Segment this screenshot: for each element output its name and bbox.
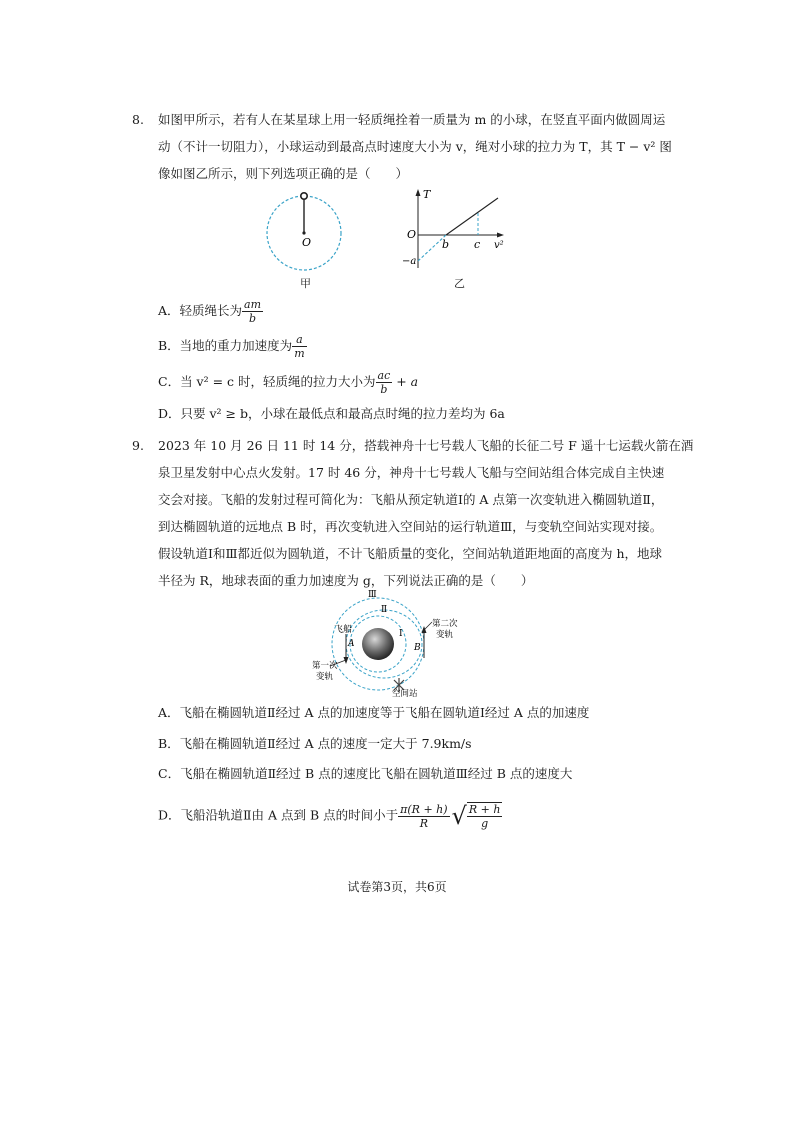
stem-line: 交会对接。飞船的发射过程可简化为：飞船从预定轨道Ⅰ的 A 点第一次变轨进入椭圆轨道Ⅱ， — [158, 492, 664, 507]
numerator: am — [244, 298, 262, 311]
label-O: O — [407, 228, 417, 241]
figure-jia-caption: 甲 — [300, 277, 311, 290]
denominator: b — [249, 312, 257, 325]
label-second-transfer: 第二次 — [432, 619, 458, 629]
label-O: O — [302, 236, 312, 249]
label-A: A — [348, 639, 355, 649]
fraction — [242, 298, 263, 325]
denominator: g — [481, 817, 489, 830]
label-second-transfer: 变轨 — [436, 630, 454, 640]
option-text: C．飞船在椭圆轨道Ⅱ经过 B 点的速度比飞船在圆轨道Ⅲ经过 B 点的速度大 — [158, 766, 573, 781]
stem-line: 2023 年 10 月 26 日 11 时 14 分，搭载神舟十七号载人飞船的长征二号 F 遥十七运载火箭在酒 — [158, 438, 694, 453]
denominator: m — [294, 347, 305, 360]
figure-yi-graph — [400, 186, 510, 272]
stem-line: 假设轨道Ⅰ和Ⅲ都近似为圆轨道，不计飞船质量的变化，空间站轨道距地面的高度为 h，地球 — [158, 546, 663, 561]
stem-line: 动（不计一切阻力），小球运动到最高点时速度大小为 v，绳对小球的拉力为 T，其 T − v² 图 — [158, 139, 672, 154]
label-station: 空间站 — [392, 689, 418, 698]
sqrt-fraction — [467, 802, 503, 830]
option-suffix: + a — [392, 374, 419, 389]
label-c: c — [474, 238, 481, 251]
figure-yi-caption: 乙 — [454, 277, 465, 290]
option-text: A．轻质绳长为 — [158, 303, 243, 318]
option-text: B．飞船在椭圆轨道Ⅱ经过 A 点的速度一定大于 7.9km/s — [158, 736, 472, 751]
fraction — [376, 369, 393, 396]
denominator: R — [419, 816, 428, 830]
fraction — [292, 333, 306, 360]
numerator: π(R + h) — [400, 802, 448, 816]
option-text: C．当 v² = c 时，轻质绳的拉力大小为 — [158, 374, 376, 389]
fraction — [398, 803, 449, 830]
option-A — [158, 298, 263, 325]
option-text: D．只要 v² ≥ b，小球在最低点和最高点时绳的拉力差均为 6a — [158, 406, 505, 421]
option-D — [158, 404, 505, 422]
figure-jia-circle — [262, 188, 352, 278]
numerator: a — [292, 333, 306, 347]
label-orbit-III: Ⅲ — [368, 590, 377, 600]
option-text: A．飞船在椭圆轨道Ⅱ经过 A 点的加速度等于飞船在圆轨道Ⅰ经过 A 点的加速度 — [158, 705, 590, 720]
question-stem — [158, 106, 672, 187]
label-ship: 飞船 — [334, 625, 353, 635]
label-v2: v² — [494, 240, 504, 251]
denominator: b — [380, 383, 388, 396]
option-text: D．飞船沿轨道Ⅱ由 A 点到 B 点的时间小于 — [158, 807, 399, 823]
page-footer: 试卷第3页，共6页 — [347, 880, 447, 894]
label-b: b — [442, 238, 450, 251]
numerator: R + h — [468, 803, 501, 816]
label-first-transfer: 第一次 — [312, 661, 338, 671]
stem-line: 泉卫星发射中心点火发射。17 时 46 分，神舟十七号载人飞船与空间站组合体完成自主快速 — [158, 465, 665, 480]
label-first-transfer: 变轨 — [316, 672, 334, 682]
stem-line: 如图甲所示，若有人在某星球上用一轻质绳拴着一质量为 m 的小球，在竖直平面内做圆周运 — [158, 112, 666, 127]
question-stem — [158, 432, 694, 594]
stem-line: 像如图乙所示，则下列选项正确的是（ ） — [158, 166, 409, 181]
option-B — [158, 333, 307, 360]
label-orbit-II: Ⅱ — [381, 605, 388, 615]
stem-line: 到达椭圆轨道的远地点 B 时，再次变轨进入空间站的运行轨道Ⅲ，与变轨空间站实现对接。 — [158, 519, 663, 534]
sqrt-sign: √ — [451, 802, 467, 830]
option-B — [158, 734, 472, 752]
label-orbit-I: Ⅰ — [399, 629, 403, 639]
figure-orbit-diagram — [300, 588, 470, 698]
question-number: 9. — [132, 438, 144, 453]
numerator: ac — [377, 369, 391, 382]
option-A — [158, 703, 589, 721]
option-C — [158, 764, 572, 782]
stem-line: 半径为 R，地球表面的重力加速度为 g，下列说法正确的是（ ） — [158, 573, 534, 588]
option-C — [158, 369, 418, 396]
label-B: B — [414, 643, 421, 653]
label-neg-a: −a — [402, 256, 417, 267]
option-text: B．当地的重力加速度为 — [158, 338, 293, 353]
question-number: 8. — [132, 112, 144, 127]
option-D — [158, 802, 502, 830]
label-T: T — [423, 188, 431, 201]
